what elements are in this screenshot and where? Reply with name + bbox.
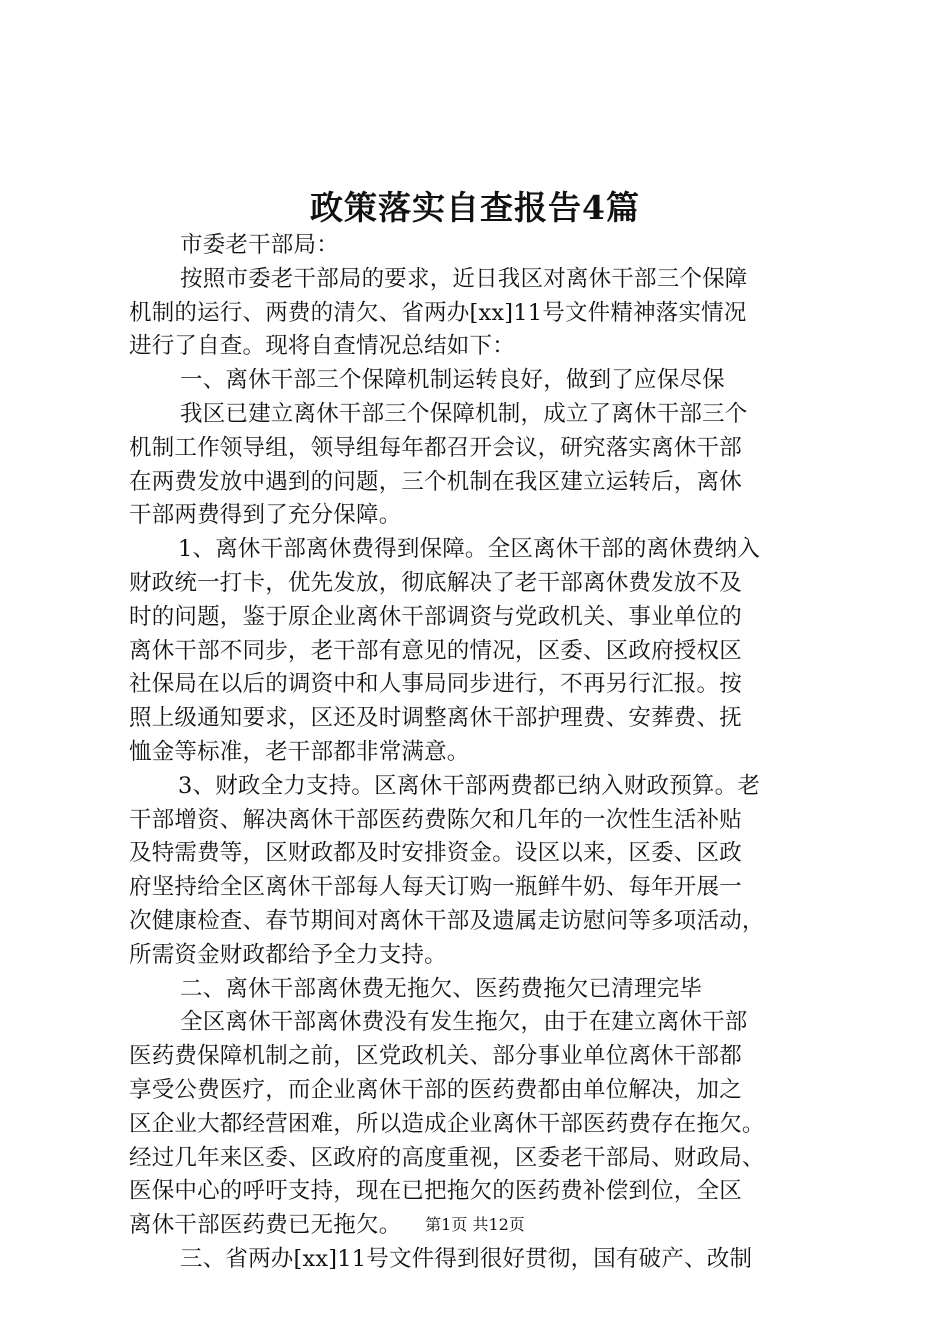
body-line: 机制工作领导组，领导组每年都召开会议，研究落实离休干部 [129, 434, 742, 461]
body-line: 在两费发放中遇到的问题，三个机制在我区建立运转后，离休 [129, 468, 742, 495]
body-line: 府坚持给全区离休干部每人每天订购一瓶鲜牛奶、每年开展一 [129, 874, 742, 901]
body-line: 干部增资、解决离休干部医药费陈欠和几年的一次性生活补贴 [129, 806, 742, 833]
body-line: 离休干部不同步，老干部有意见的情况，区委、区政府授权区 [129, 637, 742, 664]
body-line: 我区已建立离休干部三个保障机制，成立了离休干部三个 [180, 400, 748, 427]
body-line: 所需资金财政都给予全力支持。 [129, 941, 447, 968]
salutation-line: 市委老干部局： [180, 232, 339, 258]
body-line: 离休干部医药费已无拖欠。 [129, 1212, 402, 1239]
body-line: 进行了自查。现将自查情况总结如下： [129, 333, 515, 360]
body-line: 机制的运行、两费的清欠、省两办[xx]11号文件精神落实情况 [129, 299, 747, 326]
body-line: 及特需费等，区财政都及时安排资金。设区以来，区委、区政 [129, 840, 742, 867]
body-line: 1、离休干部离休费得到保障。全区离休干部的离休费纳入 [178, 536, 761, 563]
body-line: 干部两费得到了充分保障。 [129, 502, 402, 529]
body-line: 恤金等标准，老干部都非常满意。 [129, 738, 470, 765]
body-line: 享受公费医疗，而企业离休干部的医药费都由单位解决，加之 [129, 1076, 742, 1103]
body-line: 照上级通知要求，区还及时调整离休干部护理费、安葬费、抚 [129, 705, 742, 732]
section-heading-3: 三、省两办[xx]11号文件得到很好贯彻，国有破产、改制 [180, 1245, 753, 1272]
body-line: 医药费保障机制之前，区党政机关、部分事业单位离休干部都 [129, 1043, 742, 1070]
body-line: 全区离休干部离休费没有发生拖欠，由于在建立离休干部 [180, 1009, 748, 1036]
section-heading-2: 二、离休干部离休费无拖欠、医药费拖欠已清理完毕 [180, 975, 703, 1002]
body-line: 次健康检查、春节期间对离休干部及遗属走访慰问等多项活动， [129, 907, 765, 934]
body-line: 医保中心的呼吁支持，现在已把拖欠的医药费补偿到位，全区 [129, 1178, 742, 1205]
body-line: 区企业大都经营困难，所以造成企业离休干部医药费存在拖欠。 [129, 1110, 765, 1137]
body-line: 按照市委老干部局的要求，近日我区对离休干部三个保障 [180, 265, 748, 292]
body-line: 财政统一打卡，优先发放，彻底解决了老干部离休费发放不及 [129, 569, 742, 596]
section-heading-1: 一、离休干部三个保障机制运转良好，做到了应保尽保 [180, 367, 725, 394]
body-line: 社保局在以后的调资中和人事局同步进行，不再另行汇报。按 [129, 671, 742, 698]
body-line: 时的问题，鉴于原企业离休干部调资与党政机关、事业单位的 [129, 603, 742, 630]
page-footer: 第1页 共12页 [425, 1215, 525, 1234]
body-line: 3、财政全力支持。区离休干部两费都已纳入财政预算。老 [178, 772, 761, 799]
document-title: 政策落实自查报告4篇 [310, 188, 640, 227]
document-body [129, 229, 835, 1277]
body-line: 经过几年来区委、区政府的高度重视，区委老干部局、财政局、 [129, 1144, 765, 1171]
